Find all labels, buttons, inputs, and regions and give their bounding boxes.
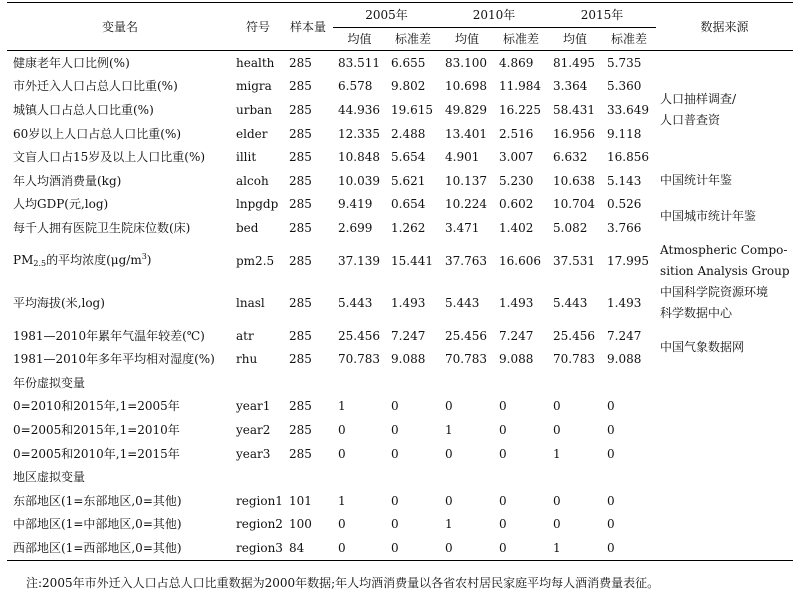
source-city-yearbook: 中国城市统计年鉴	[660, 208, 757, 223]
sample-size: 285	[289, 126, 312, 141]
pm-label-middle: 的平均浓度(μg/m	[46, 253, 142, 268]
sd-2015: 7.247	[607, 328, 642, 343]
mean-2015: 5.443	[553, 295, 588, 310]
mean-2015: 81.495	[553, 55, 596, 70]
variable-symbol: migra	[236, 79, 272, 94]
sd-2010: 4.869	[499, 55, 534, 70]
sample-size: 100	[289, 517, 312, 532]
header-symbol: 符号	[233, 3, 283, 51]
mean-2010: 4.901	[445, 150, 480, 165]
mean-2005: 6.578	[338, 79, 373, 94]
sd-2010: 0	[499, 422, 507, 437]
table-row	[7, 169, 793, 193]
sample-size: 101	[289, 493, 312, 508]
mean-2005: 5.443	[338, 295, 373, 310]
sd-2010: 3.007	[499, 150, 534, 165]
sd-2005: 9.088	[391, 352, 426, 367]
sample-size: 285	[289, 79, 312, 94]
sd-2005: 15.441	[391, 253, 433, 268]
header-sd-2005: 标准差	[386, 28, 440, 51]
mean-2005: 0	[338, 446, 346, 461]
mean-2010: 0	[440, 536, 494, 560]
variable-name: 0=2010和2015年,1=2005年	[13, 399, 180, 414]
sd-2010: 1.493	[499, 295, 534, 310]
variable-symbol: year1	[236, 399, 271, 414]
variable-symbol: atr	[236, 328, 254, 343]
pm-label-subscript: 2.5	[33, 259, 47, 269]
source-census	[656, 51, 793, 169]
source-census-line1: 人口抽样调查/	[660, 91, 737, 106]
mean-2005: 37.139	[338, 253, 380, 268]
header-sample-size: 样本量	[283, 3, 333, 51]
sd-2005: 6.655	[391, 55, 426, 70]
sd-2005: 0.654	[391, 197, 426, 212]
mean-2010: 37.763	[445, 253, 488, 268]
table-row	[7, 442, 793, 466]
sd-2005: 5.654	[391, 150, 426, 165]
sd-2005: 1.493	[391, 295, 426, 310]
sd-2005: 19.615	[391, 102, 433, 117]
sd-2005: 5.621	[391, 173, 426, 188]
sd-2010: 7.247	[499, 328, 534, 343]
sd-2015: 0	[602, 536, 656, 560]
mean-2015: 37.531	[553, 253, 596, 268]
mean-2015: 10.638	[553, 173, 596, 188]
sd-2015: 5.143	[607, 173, 642, 188]
sd-2005: 1.262	[391, 220, 426, 235]
mean-2005: 0	[338, 422, 346, 437]
mean-2015: 0	[553, 493, 561, 508]
variable-symbol: year2	[236, 422, 271, 437]
mean-2015: 3.364	[553, 79, 588, 94]
table-row	[7, 395, 793, 419]
mean-2015: 6.632	[553, 150, 588, 165]
header-row-1	[7, 3, 793, 28]
statistics-table	[7, 2, 793, 561]
sample-size: 285	[289, 102, 312, 117]
sample-size: 285	[289, 197, 312, 212]
sd-2015: 5.360	[607, 79, 642, 94]
sample-size: 84	[283, 536, 333, 560]
table-row	[7, 282, 793, 324]
mean-2005: 10.848	[338, 150, 380, 165]
variable-symbol: year3	[236, 446, 271, 461]
mean-2005: 70.783	[338, 352, 380, 367]
table-row	[7, 513, 793, 537]
header-mean-2015: 均值	[548, 28, 602, 51]
header-source: 数据来源	[656, 3, 793, 51]
sd-2010: 0	[494, 536, 548, 560]
variable-name: 平均海拔(米,log)	[13, 295, 105, 310]
variable-symbol: bed	[236, 220, 259, 235]
mean-2010: 10.137	[445, 173, 488, 188]
source-cas-line1: 中国科学院资源环境	[660, 284, 769, 299]
sd-2015: 1.493	[607, 295, 642, 310]
sd-2010: 16.225	[499, 102, 542, 117]
mean-2010: 1	[445, 422, 453, 437]
mean-2010: 10.698	[445, 79, 488, 94]
mean-2010: 70.783	[445, 352, 488, 367]
table-row	[7, 324, 793, 348]
sd-2015: 9.088	[607, 352, 642, 367]
variable-name: 人均GDP(元,log)	[13, 197, 109, 212]
mean-2005: 1	[338, 493, 346, 508]
mean-2005: 44.936	[338, 102, 380, 117]
sd-2010: 16.606	[499, 253, 542, 268]
mean-2005: 25.456	[338, 328, 380, 343]
source-census-line2: 人口普查资	[660, 112, 721, 127]
group-header-year-dummy: 年份虚拟变量	[13, 375, 86, 390]
table-row	[7, 240, 793, 282]
mean-2005: 9.419	[338, 197, 373, 212]
table-footnote: 注:2005年市外迁入人口占总人口比重数据为2000年数据;年人均酒消费量以各省农村居民家庭平均每人酒消费量表征。	[26, 576, 660, 590]
mean-2010: 49.829	[445, 102, 488, 117]
sd-2010: 0	[499, 517, 507, 532]
sd-2015: 0	[607, 493, 615, 508]
sample-size: 285	[289, 399, 312, 414]
variable-symbol: region2	[236, 517, 283, 532]
mean-2010: 3.471	[445, 220, 480, 235]
mean-2015: 16.956	[553, 126, 596, 141]
sample-size: 285	[289, 220, 312, 235]
header-year-2015: 2015年	[548, 3, 656, 28]
sample-size: 285	[289, 352, 312, 367]
mean-2010: 0	[445, 446, 453, 461]
mean-2015: 0	[553, 517, 561, 532]
mean-2010: 83.100	[445, 55, 488, 70]
sd-2005: 9.802	[391, 79, 426, 94]
variable-name: 东部地区(1=东部地区,0=其他)	[13, 493, 182, 508]
mean-2010: 1	[445, 517, 453, 532]
header-year-2010: 2010年	[440, 3, 548, 28]
source-cma: 中国气象数据网	[660, 339, 745, 354]
sd-2010: 11.984	[499, 79, 542, 94]
mean-2005: 83.511	[338, 55, 380, 70]
variable-name: 1981—2010年多年平均相对湿度(%)	[13, 352, 215, 367]
sd-2005: 0	[391, 399, 399, 414]
table-row	[7, 465, 793, 489]
sd-2005: 0	[391, 517, 399, 532]
source-cas	[656, 282, 793, 324]
table-row	[7, 51, 793, 75]
mean-2010: 25.456	[445, 328, 488, 343]
sd-2015: 16.856	[607, 150, 650, 165]
mean-2010: 5.443	[445, 295, 480, 310]
mean-2015: 1	[553, 446, 561, 461]
sample-size: 285	[289, 295, 312, 310]
sd-2015: 0.526	[607, 197, 642, 212]
mean-2005: 0	[338, 517, 346, 532]
source-acag-line2: sition Analysis Group	[660, 263, 790, 278]
header-mean-2005: 均值	[333, 28, 386, 51]
table-row	[7, 371, 793, 395]
variable-name: 文盲人口占15岁及以上人口比重(%)	[13, 150, 206, 165]
sd-2015: 0	[607, 399, 615, 414]
variable-symbol: alcoh	[236, 173, 269, 188]
pm-label-end: )	[146, 253, 152, 268]
variable-symbol: lnpgdp	[236, 197, 279, 212]
table-row	[7, 536, 793, 560]
variable-symbol: rhu	[236, 352, 258, 367]
pm-label-prefix: PM	[13, 253, 34, 268]
variable-symbol: health	[236, 55, 275, 70]
variable-name: 每千人拥有医院卫生院床位数(床)	[13, 220, 191, 235]
sample-size: 285	[289, 446, 312, 461]
sd-2005: 0	[391, 493, 399, 508]
variable-symbol: pm2.5	[236, 253, 275, 268]
sd-2015: 9.118	[607, 126, 642, 141]
sd-2015: 33.649	[607, 102, 650, 117]
mean-2010: 10.224	[445, 197, 488, 212]
variable-name: 0=2005和2010年,1=2015年	[13, 446, 180, 461]
sd-2010: 0.602	[499, 197, 534, 212]
mean-2015: 70.783	[553, 352, 596, 367]
table-row	[7, 418, 793, 442]
header-year-2005: 2005年	[333, 3, 440, 28]
header-sd-2010: 标准差	[494, 28, 548, 51]
variable-name: 城镇人口占总人口比重(%)	[13, 102, 154, 117]
variable-symbol: region3	[233, 536, 283, 560]
variable-symbol: region1	[236, 493, 283, 508]
variable-name: 0=2005和2015年,1=2010年	[13, 422, 180, 437]
sample-size: 285	[289, 55, 312, 70]
sd-2005: 7.247	[391, 328, 426, 343]
mean-2010: 0	[445, 493, 453, 508]
sd-2015: 0	[607, 422, 615, 437]
variable-name: 年人均酒消费量(kg)	[13, 173, 122, 188]
sd-2010: 0	[499, 399, 507, 414]
sample-size: 285	[289, 150, 312, 165]
source-acag	[656, 240, 793, 282]
sample-size: 285	[289, 328, 312, 343]
header-sd-2015: 标准差	[602, 28, 656, 51]
header-mean-2010: 均值	[440, 28, 494, 51]
sd-2015: 5.735	[607, 55, 642, 70]
sd-2005: 2.488	[391, 126, 426, 141]
mean-2010: 0	[445, 399, 453, 414]
variable-name: 1981—2010年累年气温年较差(℃)	[13, 328, 205, 343]
variable-name: 健康老年人口比例(%)	[13, 55, 130, 70]
mean-2015: 58.431	[553, 102, 596, 117]
variable-name: 市外迁入人口占总人口比重(%)	[13, 79, 178, 94]
sd-2010: 0	[499, 446, 507, 461]
source-stat-yearbook: 中国统计年鉴	[660, 173, 733, 188]
variable-name: 60岁以上人口占总人口比重(%)	[13, 126, 182, 141]
table-row	[7, 489, 793, 513]
mean-2005: 0	[333, 536, 386, 560]
mean-2015: 25.456	[553, 328, 596, 343]
mean-2015: 0	[553, 422, 561, 437]
table-row	[7, 193, 793, 217]
variable-symbol: urban	[236, 102, 273, 117]
sd-2010: 1.402	[499, 220, 534, 235]
variable-name: 中部地区(1=中部地区,0=其他)	[13, 517, 182, 532]
mean-2005: 10.039	[338, 173, 380, 188]
mean-2015: 1	[548, 536, 602, 560]
variable-symbol: elder	[236, 126, 268, 141]
mean-2005: 2.699	[338, 220, 373, 235]
sd-2015: 17.995	[607, 253, 650, 268]
sample-size: 285	[289, 422, 312, 437]
variable-name: 西部地区(1=西部地区,0=其他)	[7, 536, 233, 560]
sd-2015: 0	[607, 446, 615, 461]
source-acag-line1: Atmospheric Compo-	[660, 242, 788, 257]
sd-2015: 0	[607, 517, 615, 532]
mean-2015: 0	[553, 399, 561, 414]
sd-2005: 0	[386, 536, 440, 560]
variable-symbol: illit	[236, 150, 257, 165]
sample-size: 285	[289, 253, 312, 268]
sd-2005: 0	[391, 446, 399, 461]
mean-2015: 10.704	[553, 197, 596, 212]
variable-name	[7, 240, 233, 282]
header-variable: 变量名	[7, 3, 233, 51]
sd-2010: 0	[499, 493, 507, 508]
sample-size: 285	[289, 173, 312, 188]
sd-2010: 5.230	[499, 173, 534, 188]
group-header-region-dummy: 地区虚拟变量	[13, 470, 86, 485]
source-cas-line2: 科学数据中心	[660, 305, 733, 320]
mean-2015: 5.082	[553, 220, 588, 235]
mean-2010: 13.401	[445, 126, 488, 141]
pm-label-superscript: 3	[141, 252, 147, 262]
sd-2005: 0	[391, 422, 399, 437]
mean-2005: 1	[338, 399, 346, 414]
variable-symbol: lnasl	[236, 295, 265, 310]
mean-2005: 12.335	[338, 126, 380, 141]
sd-2015: 3.766	[607, 220, 642, 235]
sd-2010: 9.088	[499, 352, 534, 367]
sd-2010: 2.516	[499, 126, 534, 141]
